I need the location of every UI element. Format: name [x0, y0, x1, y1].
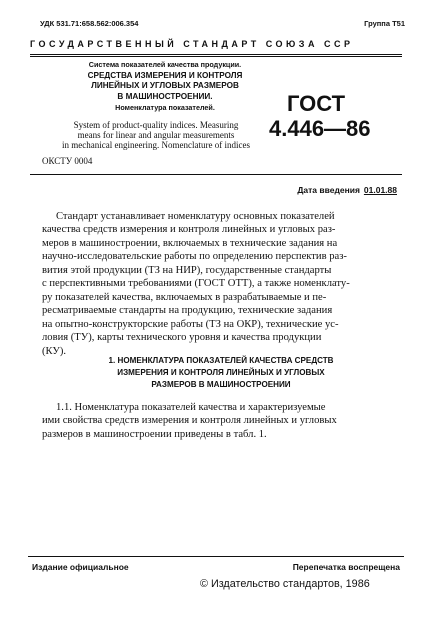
title-en-block [43, 120, 269, 150]
group-code: Группа Т51 [364, 19, 405, 28]
title-en-line1: System of product-quality indices. Measuring [73, 120, 239, 130]
intro-line: на опытно-конструкторские работы (ТЗ на ОКР), технические ус- [42, 318, 339, 330]
official-edition: Издание официальное [32, 562, 129, 572]
intro-date-value: 01.01.88 [363, 185, 397, 195]
reprint-prohibited: Перепечатка воспрещена [292, 562, 400, 572]
intro-date [297, 185, 397, 195]
intro-line: меров в машиностроении, включаемых в технические задания на [42, 237, 338, 249]
title-en-line3: in mechanical engineering. Nomenclature of indices [62, 140, 250, 150]
section-divider [30, 174, 402, 175]
intro-line: качества средств измерения и контроля линейных и угловых раз- [42, 224, 336, 236]
intro-line: научно-исследовательские работы по определению перспектив раз- [42, 251, 347, 263]
title-ru-line3: ЛИНЕЙНЫХ И УГЛОВЫХ РАЗМЕРОВ [91, 81, 239, 91]
state-standard-banner: ГОСУДАРСТВЕННЫЙ СТАНДАРТ СОЮЗА ССР [30, 39, 354, 49]
intro-line: Стандарт устанавливает номенклатуру основных показателей [56, 211, 335, 222]
copyright-notice: © Издательство стандартов, 1986 [200, 578, 370, 590]
clause-line: ими свойства средств измерения и контроля линейных и угловых [42, 415, 337, 427]
title-ru-line5: Номенклатура показателей. [115, 102, 215, 112]
title-ru-line4: В МАШИНОСТРОЕНИИ. [117, 92, 213, 102]
gost-label: ГОСТ [287, 91, 346, 116]
gost-number: 4.446—86 [269, 116, 371, 141]
intro-line: ловия (ТУ), карты технического уровня и качества продукции [42, 332, 322, 344]
section-1-heading-line3: РАЗМЕРОВ В МАШИНОСТРОЕНИИ [151, 380, 291, 389]
intro-paragraph [42, 210, 401, 358]
header-rule-top [30, 54, 402, 55]
intro-line: ресматриваемые стандарты на продукцию, технические задания [42, 305, 333, 317]
section-1-heading [60, 355, 382, 391]
header-rule-bottom [30, 56, 402, 57]
okstu-code: ОКСТУ 0004 [42, 156, 93, 166]
clause-line: 1.1. Номенклатура показателей качества и характеризуемые [56, 402, 326, 413]
title-ru-line1: Система показателей качества продукции. [88, 60, 242, 69]
section-1-heading-line2: ИЗМЕРЕНИЯ И КОНТРОЛЯ ЛИНЕЙНЫХ И УГЛОВЫХ [117, 368, 325, 377]
udk-code: УДК 531.71:658.562:006.354 [40, 19, 139, 28]
intro-line: (КУ). [42, 345, 67, 357]
section-1-heading-line1: 1. НОМЕНКЛАТУРА ПОКАЗАТЕЛЕЙ КАЧЕСТВА СРЕДСТВ [108, 356, 334, 365]
intro-line: вития этой продукции (ТЗ на НИР), государственные стандарты [42, 264, 332, 276]
intro-date-label: Дата введения [297, 185, 360, 195]
title-ru-block [60, 60, 270, 113]
intro-line: ру показателей качества, включаемых в разрабатываемые и пе- [42, 291, 327, 303]
intro-line: с перспективными требованиями (ГОСТ ОТТ), а также номенклату- [42, 278, 350, 290]
clause-line: размеров в машиностроении приведены в табл. 1. [42, 428, 267, 440]
footer-rule [28, 556, 404, 557]
title-ru-line2: СРЕДСТВА ИЗМЕРЕНИЯ И КОНТРОЛЯ [87, 70, 243, 80]
title-en-line2: means for linear and angular measurements [77, 130, 235, 140]
clause-1-1 [42, 401, 401, 441]
